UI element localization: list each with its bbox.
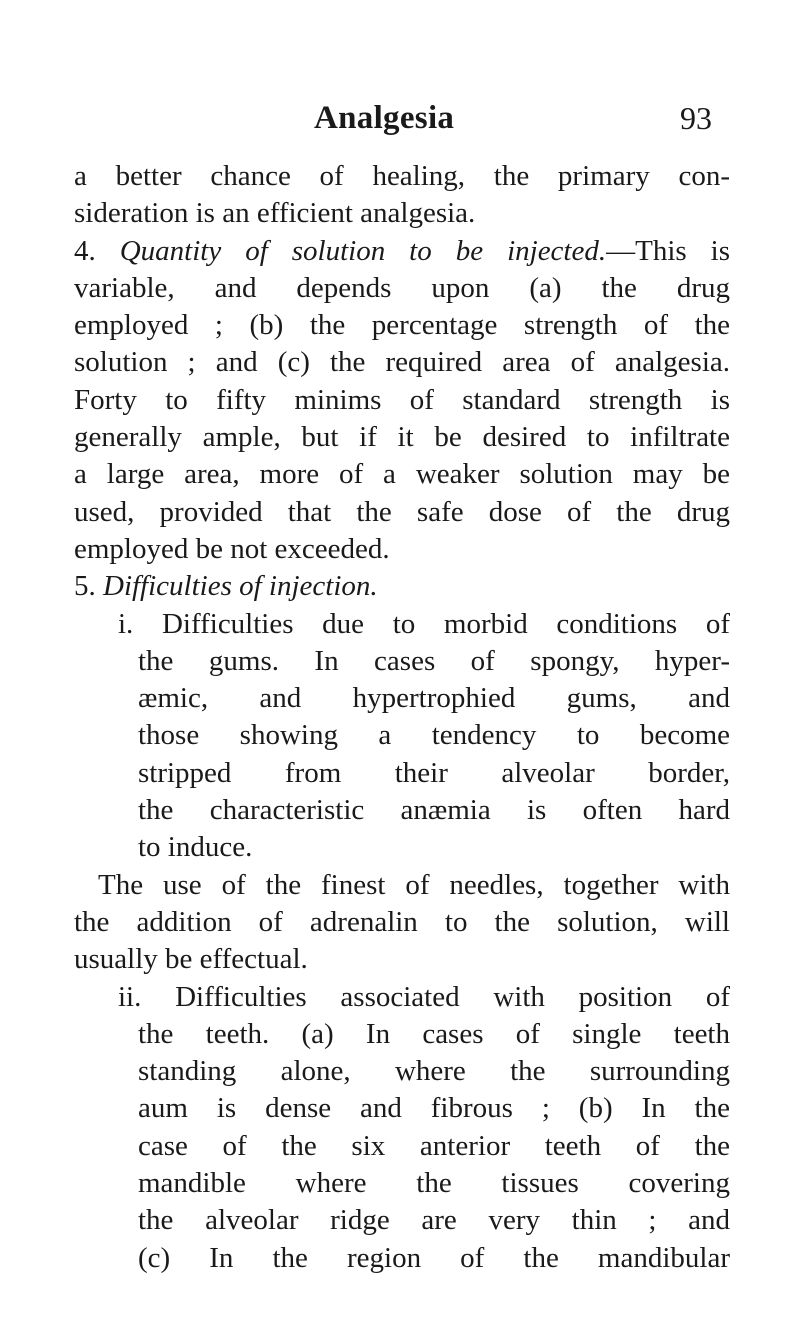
text-line: those showing a tendency to become: [138, 719, 730, 752]
text-line: the characteristic anæmia is often hard: [138, 794, 730, 827]
body-text: [74, 158, 730, 1277]
text-line: solution ; and (c) the required area of analgesia.: [74, 346, 730, 379]
text-line: to induce.: [138, 831, 253, 864]
text-line: the teeth. (a) In cases of single teeth: [138, 1017, 730, 1050]
running-head: [0, 96, 801, 140]
text-line: standing alone, where the surrounding: [138, 1055, 730, 1088]
text-line: mandible where the tissues covering: [138, 1167, 730, 1200]
text-line: the alveolar ridge are very thin ; and: [138, 1204, 730, 1237]
text-line: a large area, more of a weaker solution may be: [74, 458, 730, 491]
text-line: case of the six anterior teeth of the: [138, 1129, 730, 1162]
text-line: Forty to fifty minims of standard strength is: [74, 383, 730, 416]
text-run: —This is: [606, 234, 730, 267]
text-line: æmic, and hypertrophied gums, and: [138, 682, 730, 715]
text-line: employed ; (b) the percentage strength of the: [74, 309, 730, 342]
section-number: 4.: [74, 234, 96, 267]
section-heading: Quantity of solution to be injected.: [119, 234, 607, 267]
text-line: used, provided that the safe dose of the drug: [74, 495, 730, 528]
text-line: aum is dense and fibrous ; (b) In the: [138, 1092, 730, 1125]
page-number: 93: [680, 100, 712, 136]
page-title: Analgesia: [314, 100, 455, 136]
section-number: 5.: [74, 570, 96, 603]
text-line: [74, 233, 730, 270]
section-heading: Difficulties of injection.: [103, 570, 378, 603]
text-line: generally ample, but if it be desired to infiltrate: [74, 421, 730, 454]
text-line: the addition of adrenalin to the solution, will: [74, 905, 730, 938]
text-line: (c) In the region of the mandibular: [138, 1241, 730, 1274]
text-line: employed be not exceeded.: [74, 532, 390, 565]
text-line: variable, and depends upon (a) the drug: [74, 271, 730, 304]
text-line: The use of the finest of needles, together with: [98, 868, 730, 901]
text-line: ii. Difficulties associated with position of: [118, 980, 730, 1013]
text-line: usually be effectual.: [74, 943, 308, 976]
text-line: i. Difficulties due to morbid conditions of: [118, 607, 730, 640]
text-line: [74, 568, 730, 605]
text-line: the gums. In cases of spongy, hyper-: [138, 644, 730, 677]
text-line: stripped from their alveolar border,: [138, 756, 730, 789]
text-line: sideration is an efficient analgesia.: [74, 197, 476, 230]
text-line: a better chance of healing, the primary con-: [74, 160, 730, 192]
